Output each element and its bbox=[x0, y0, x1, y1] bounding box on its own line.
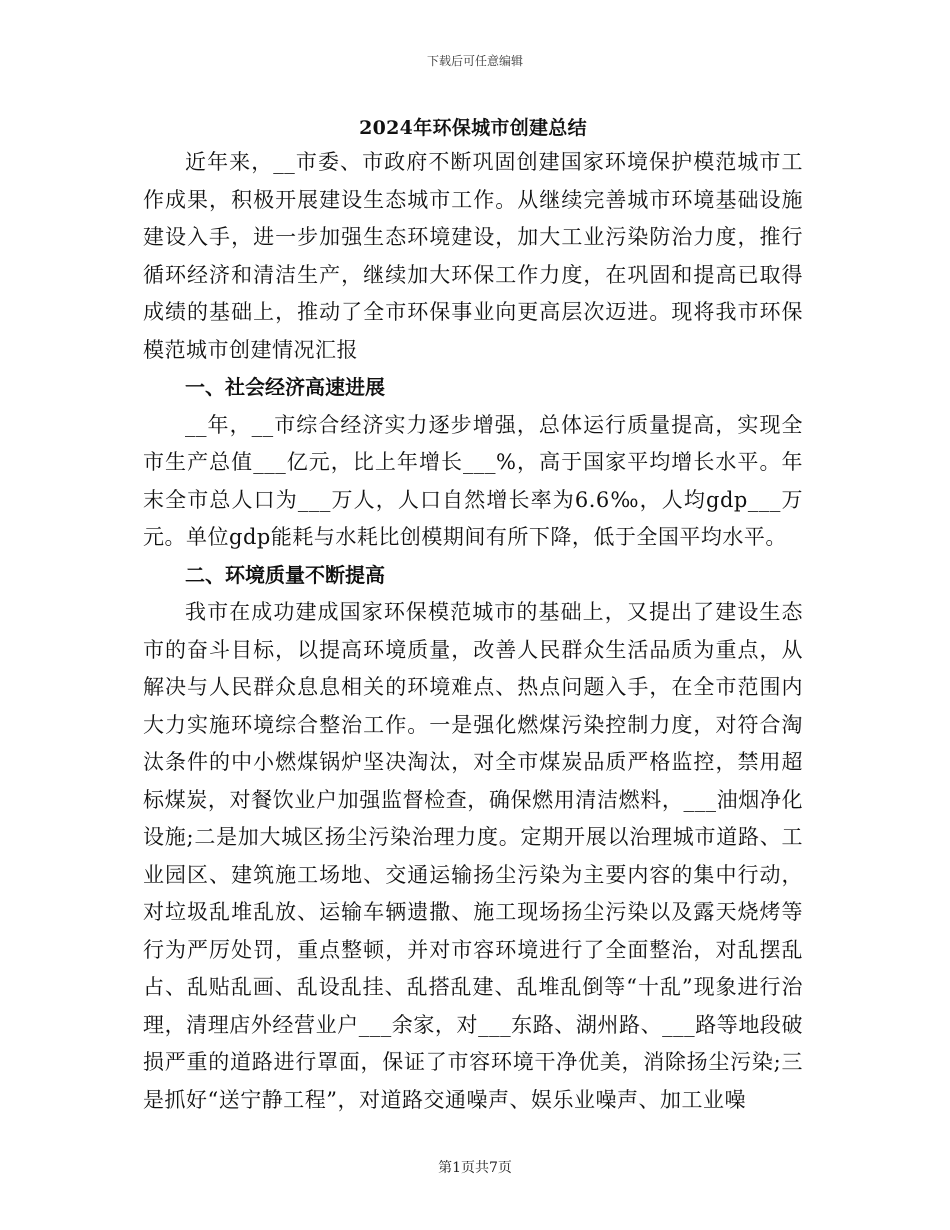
header-note: 下载后可任意编辑 bbox=[426, 54, 523, 68]
section-body-environment: 我市在成功建成国家环保模范城市的基础上，又提出了建设生态市的奋斗目标，以提高环境质量，改善人民群众生活品质为重点，从解决与人民群众息息相关的环境难点、热点问题入手，在全市范围内大力实施环境综合整治工作。一是强化燃煤污染控制力度，对符合淘汰条件的中小燃煤锅炉坚决淘汰，对全市煤炭品质严格监控，禁用超标煤炭，对餐饮业户加强监督检查，确保燃用清洁燃料，___油烟净化设施;二是加大城区扬尘污染治理力度。定期开展以治理城市道路、工业园区、建筑施工场地、交通运输扬尘污染为主要内容的集中行动，对垃圾乱堆乱放、运输车辆遗撒、施工现场扬尘污染以及露天烧烤等行为严厉处罚，重点整顿，并对市容环境进行了全面整治，对乱摆乱占、乱贴乱画、乱设乱挂、乱搭乱建、乱堆乱倒等“十乱”现象进行治理，清理店外经营业户___余家，对___东路、湖州路、___路等地段破损严重的道路进行罩面，保证了市容环境干净优美，消除扬尘污染;三是抓好“送宁静工程”，对道路交通噪声、娱乐业噪声、加工业噪 bbox=[143, 600, 803, 1112]
section-heading-environment: 二、环境质量不断提高 bbox=[185, 562, 385, 587]
page-number: 第1页共7页 bbox=[438, 1160, 512, 1176]
document-body bbox=[143, 112, 803, 1119]
document-title: 2024年环保城市创建总结 bbox=[359, 117, 587, 139]
section-body-economy: __年，__市综合经济实力逐步增强，总体运行质量提高，实现全市生产总值___亿元，比上年增长___%，高于国家平均增长水平。年末全市总人口为___万人，人口自然增长率为6.6‰，人均gdp___万元。单位gdp能耗与水耗比创模期间有所下降，低于全国平均水平。 bbox=[143, 412, 803, 549]
section-heading-economy: 一、社会经济高速进展 bbox=[185, 375, 385, 399]
intro-paragraph: 近年来，__市委、市政府不断巩固创建国家环境保护模范城市工作成果，积极开展建设生态城市工作。从继续完善城市环境基础设施建设入手，进一步加强生态环境建设，加大工业污染防治力度，推行循环经济和清洁生产，继续加大环保工作力度，在巩固和提高已取得成绩的基础上，推动了全市环保事业向更高层次迈进。现将我市环保模范城市创建情况汇报 bbox=[143, 150, 803, 362]
